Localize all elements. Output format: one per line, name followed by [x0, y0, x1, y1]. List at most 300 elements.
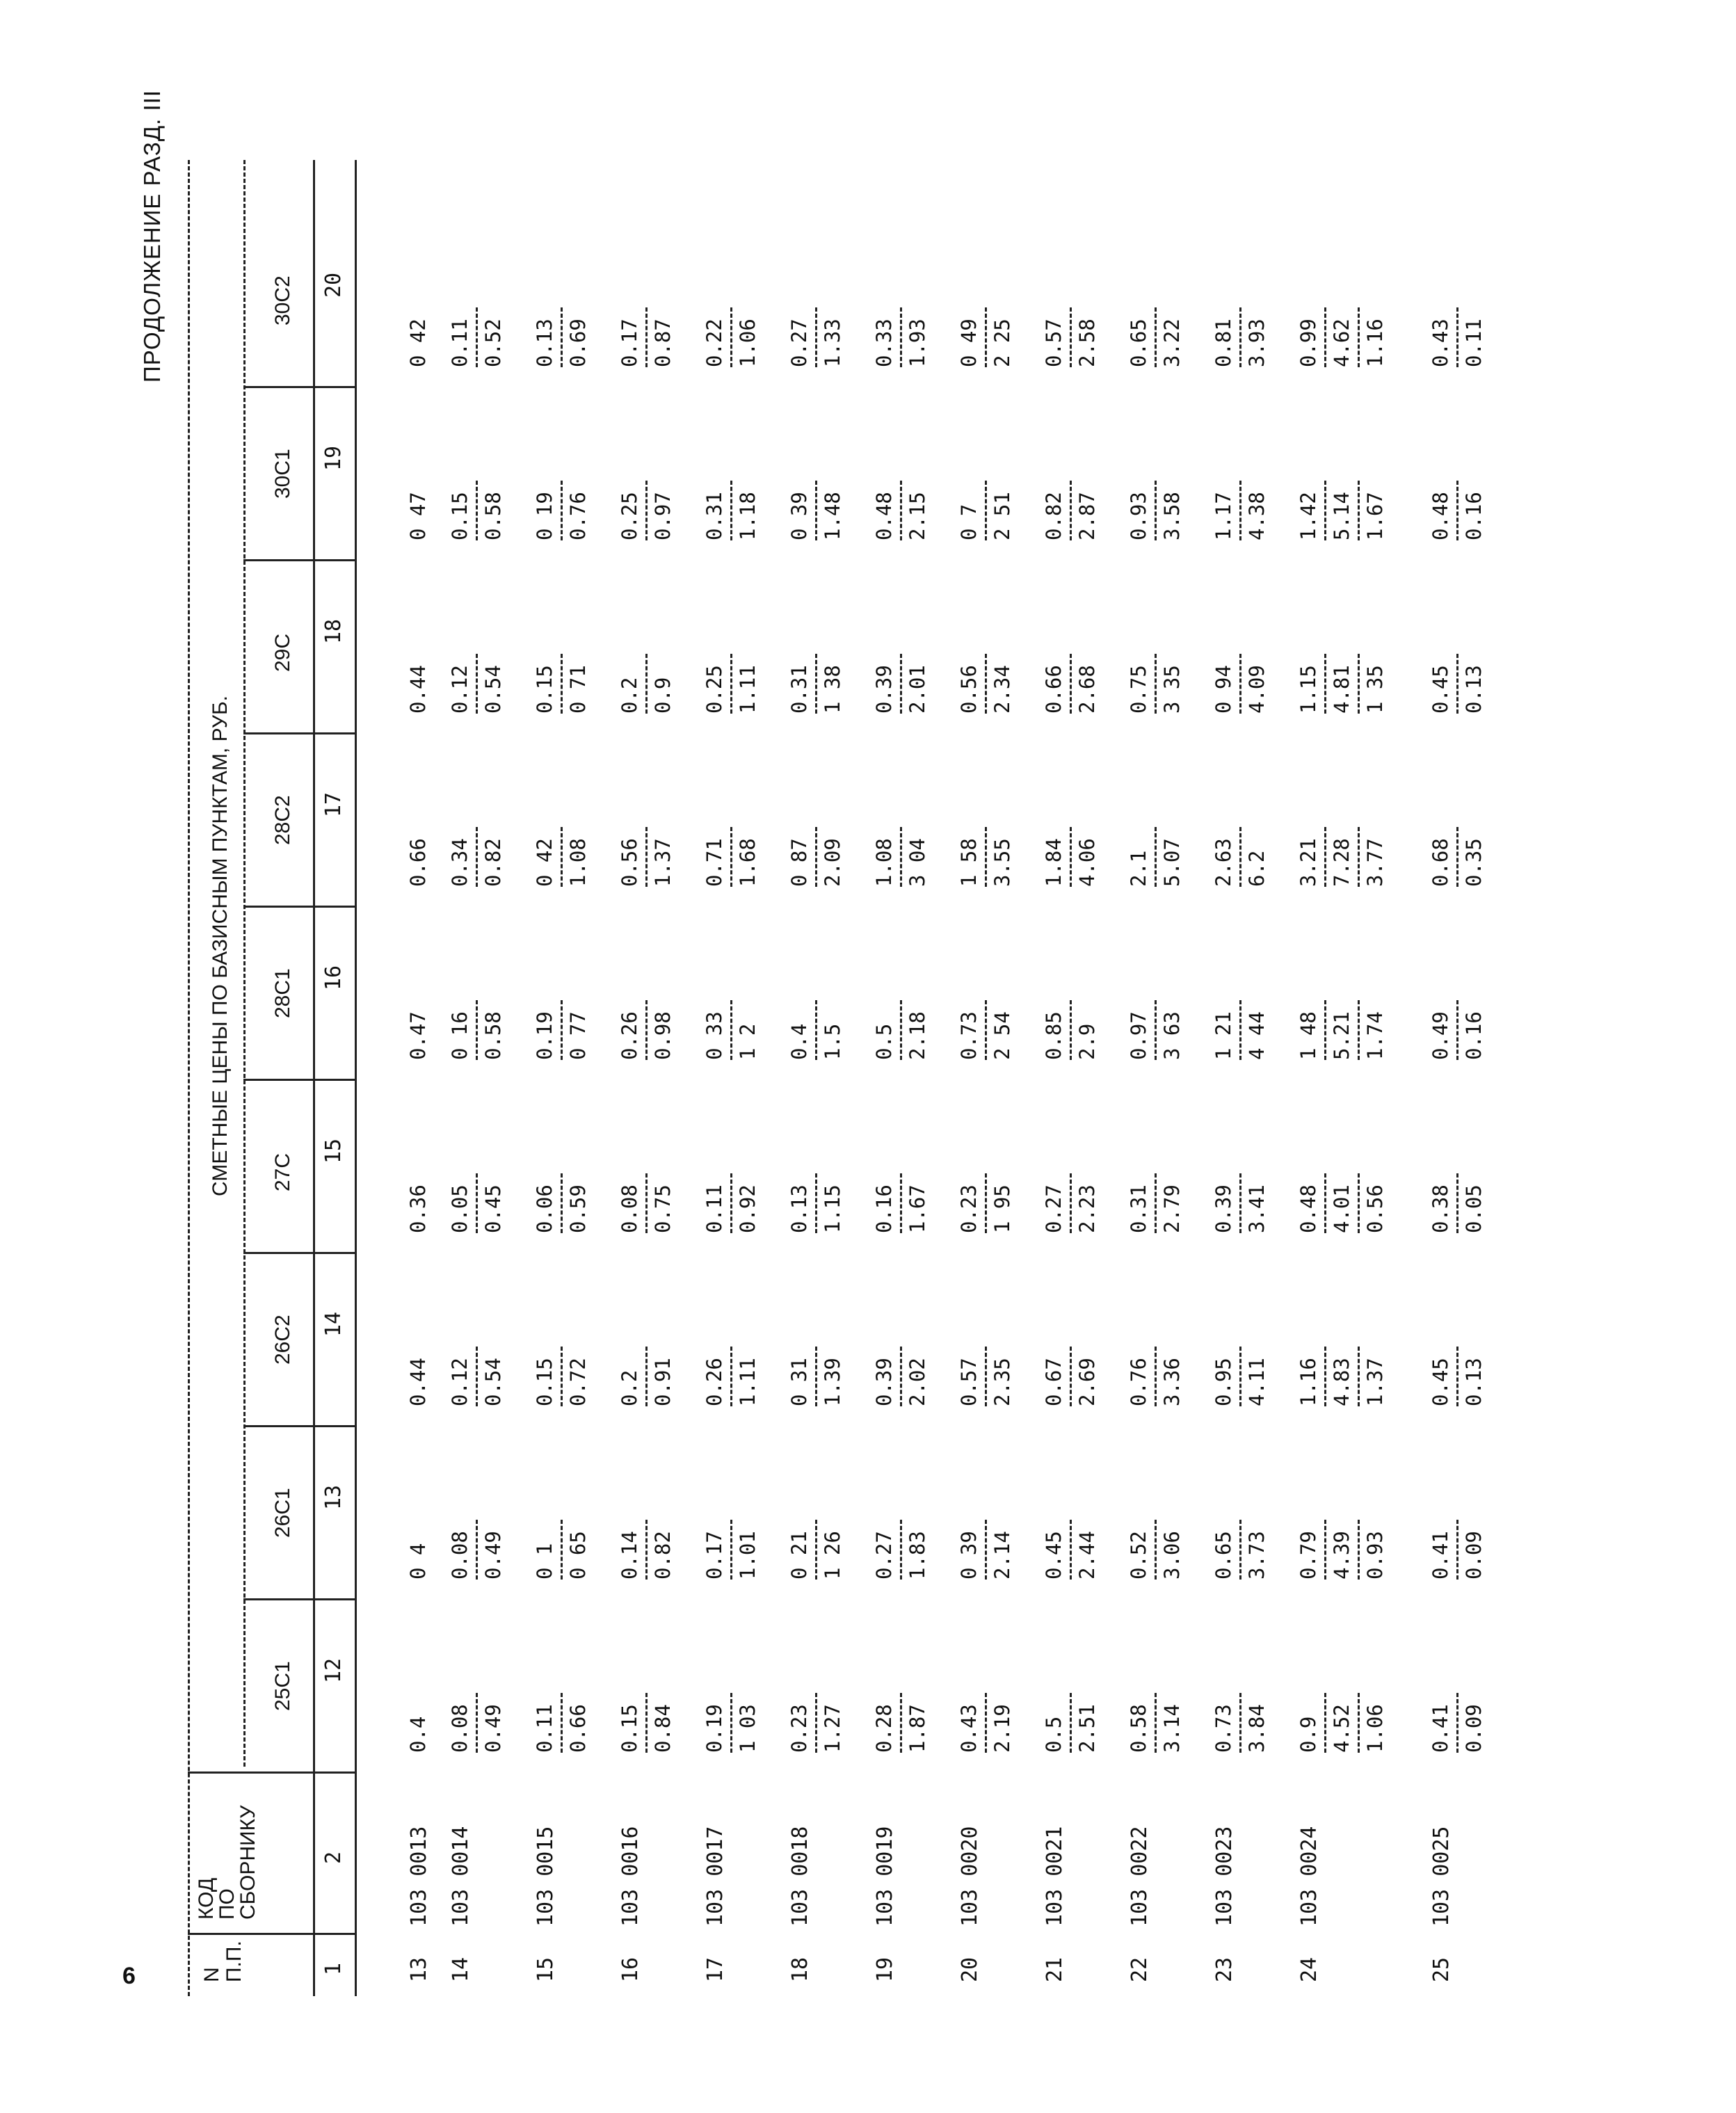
price-value: 0.11	[1462, 319, 1486, 367]
price-cell	[703, 817, 760, 887]
price-cell	[407, 644, 430, 714]
price-cell	[1212, 471, 1269, 540]
value-separator	[561, 1693, 563, 1753]
price-cell	[533, 1164, 590, 1233]
price-value: 0 31	[787, 1358, 811, 1406]
price-cell	[1297, 471, 1387, 540]
price-cell	[449, 817, 505, 887]
price-value: 0.9	[1296, 1716, 1320, 1753]
price-value: 0.71	[702, 838, 726, 887]
price-value: 1.18	[736, 492, 760, 540]
price-cell	[958, 990, 1014, 1060]
price-value: 0.72	[566, 1358, 590, 1406]
value-separator	[815, 1520, 817, 1580]
price-cell	[1429, 1337, 1486, 1406]
price-value: 0.9	[651, 677, 675, 714]
value-separator	[730, 481, 732, 540]
price-value: 0.31	[787, 665, 811, 714]
price-cell	[1043, 471, 1099, 540]
price-cell	[407, 1683, 430, 1753]
price-value: 0.54	[481, 1358, 505, 1406]
price-cell	[1043, 1164, 1099, 1233]
value-separator	[1155, 307, 1157, 367]
price-value: 7.28	[1330, 838, 1353, 887]
value-separator	[1155, 1000, 1157, 1060]
price-value: 1.01	[736, 1531, 760, 1580]
value-separator	[561, 654, 563, 714]
price-value: 0.19	[533, 1011, 556, 1060]
row-number: 16	[618, 1957, 643, 1982]
row-number: 13	[407, 1957, 431, 1982]
price-value: 0.97	[651, 492, 675, 540]
price-cell	[1212, 1683, 1269, 1753]
price-cell	[1429, 817, 1486, 887]
price-cell	[958, 817, 1014, 887]
price-value: 2.02	[906, 1358, 929, 1406]
price-value: 4.06	[1075, 838, 1099, 887]
price-cell	[1429, 644, 1486, 714]
price-value: 1 58	[957, 838, 981, 887]
price-value: 0.79	[1296, 1531, 1320, 1580]
price-cell	[1043, 1683, 1099, 1753]
price-value: 1.87	[906, 1704, 929, 1753]
price-cell	[1127, 1683, 1184, 1753]
row-code: 103 0016	[618, 1826, 643, 1927]
price-value: 0.52	[481, 319, 505, 367]
row-code: 103 0025	[1429, 1826, 1454, 1927]
price-value: 0.76	[566, 492, 590, 540]
price-value: 1 48	[1296, 1011, 1320, 1060]
price-value: 3.22	[1160, 319, 1184, 367]
price-cell	[703, 471, 760, 540]
value-separator	[985, 1520, 987, 1580]
price-cell	[1297, 1683, 1387, 1753]
value-separator	[1358, 827, 1360, 887]
price-value: 0 87	[787, 838, 811, 887]
price-value: 1.5	[821, 1023, 844, 1060]
price-value: 0.15	[618, 1704, 641, 1753]
value-separator	[1070, 307, 1072, 367]
price-cell	[618, 471, 675, 540]
row-number: 15	[533, 1957, 558, 1982]
price-cell	[618, 1164, 675, 1233]
value-separator	[1155, 481, 1157, 540]
price-value: 1 95	[990, 1184, 1014, 1233]
rotated-table-sheet	[139, 89, 1530, 1996]
price-value: 0.82	[651, 1531, 675, 1580]
price-value: 0.81	[1212, 319, 1235, 367]
price-value: 0.76	[1127, 1358, 1150, 1406]
column-number: 1	[321, 1962, 346, 1975]
value-separator	[1324, 481, 1326, 540]
price-value: 0.57	[957, 1358, 981, 1406]
row-number: 24	[1297, 1957, 1321, 1982]
price-value: 0.48	[1429, 492, 1452, 540]
price-value: 1.08	[872, 838, 896, 887]
row-code: 103 0015	[533, 1826, 558, 1927]
price-cell	[788, 298, 844, 367]
price-value: 0.08	[448, 1531, 472, 1580]
price-value: 0.26	[618, 1011, 641, 1060]
value-separator	[1155, 1520, 1157, 1580]
price-cell	[1043, 298, 1099, 367]
price-value: 2.15	[906, 492, 929, 540]
header-price-column: 30С2	[271, 275, 294, 326]
price-value: 0.4	[406, 1716, 430, 1753]
value-separator	[900, 1520, 902, 1580]
price-value: 2.44	[1075, 1531, 1099, 1580]
continuation-title: ПРОДОЛЖЕНИЕ РАЗД. III	[139, 89, 165, 383]
value-separator	[815, 1173, 817, 1233]
price-value: 1.15	[1296, 665, 1320, 714]
price-value: 1 21	[1212, 1011, 1235, 1060]
column-divider-tick	[188, 1933, 355, 1935]
price-cell	[449, 1164, 505, 1233]
price-value: 0 65	[566, 1531, 590, 1580]
column-number: 14	[321, 1311, 346, 1337]
value-separator	[1239, 481, 1241, 540]
header-code-label: СБОРНИКУ	[236, 1805, 259, 1920]
value-separator	[1456, 654, 1458, 714]
price-value: 4.62	[1330, 319, 1353, 367]
price-cell	[703, 644, 760, 714]
value-separator	[645, 1520, 648, 1580]
value-separator	[1324, 1347, 1326, 1406]
price-value: 1.11	[736, 1358, 760, 1406]
price-value: 0.85	[1042, 1011, 1066, 1060]
header-number-label: П.П.	[223, 1941, 246, 1982]
price-value: 0.82	[1042, 492, 1066, 540]
column-divider-tick	[243, 1079, 355, 1081]
price-value: 0.34	[448, 838, 472, 887]
price-cell	[449, 990, 505, 1060]
price-value: 0.45	[481, 1184, 505, 1233]
row-code: 103 0018	[788, 1826, 812, 1927]
column-number: 17	[321, 792, 346, 817]
price-value: 0 21	[787, 1531, 811, 1580]
row-number: 17	[703, 1957, 728, 1982]
price-value: 0.68	[1429, 838, 1452, 887]
column-number: 18	[321, 618, 346, 644]
value-separator	[985, 827, 987, 887]
price-cell	[873, 1164, 929, 1233]
value-separator	[1239, 1520, 1241, 1580]
value-separator	[900, 654, 902, 714]
price-value: 2 25	[990, 319, 1014, 367]
value-separator	[985, 307, 987, 367]
price-value: 0.58	[481, 1011, 505, 1060]
price-value: 0.5	[872, 1023, 896, 1060]
price-value: 1.84	[1042, 838, 1066, 887]
value-separator	[476, 1000, 478, 1060]
price-value: 1.33	[821, 319, 844, 367]
value-separator	[1070, 1347, 1072, 1406]
value-separator	[1070, 481, 1072, 540]
price-value: 4.81	[1330, 665, 1353, 714]
column-divider-tick	[243, 386, 355, 388]
price-cell	[533, 990, 590, 1060]
price-value: 4.39	[1330, 1531, 1353, 1580]
price-value: 2.34	[990, 665, 1014, 714]
value-separator	[561, 1000, 563, 1060]
price-cell	[1212, 1510, 1269, 1580]
value-separator	[1324, 1173, 1326, 1233]
price-value: 0 42	[406, 319, 430, 367]
value-separator	[1456, 1693, 1458, 1753]
column-number: 19	[321, 445, 346, 471]
price-value: 0.41	[1429, 1704, 1452, 1753]
row-code: 103 0022	[1127, 1826, 1152, 1927]
price-value: 0.67	[1042, 1358, 1066, 1406]
price-value: 1 26	[821, 1531, 844, 1580]
price-value: 0.59	[566, 1184, 590, 1233]
price-value: 0.15	[448, 492, 472, 540]
price-value: 3.14	[1160, 1704, 1184, 1753]
price-value: 0.25	[618, 492, 641, 540]
price-cell	[1043, 990, 1099, 1060]
price-value: 0.58	[481, 492, 505, 540]
column-divider-tick	[243, 732, 355, 734]
page-number: 6	[122, 1963, 136, 1989]
price-value: 1.42	[1296, 492, 1320, 540]
price-value: 0.17	[702, 1531, 726, 1580]
value-separator	[1239, 1173, 1241, 1233]
header-price-column: 29С	[271, 633, 294, 672]
header-price-column: 26С1	[271, 1488, 294, 1538]
price-cell	[533, 298, 590, 367]
header-code-label: ПО	[216, 1888, 239, 1920]
price-value: 0 71	[566, 665, 590, 714]
price-cell	[873, 1683, 929, 1753]
price-cell	[407, 298, 430, 367]
value-separator	[561, 1347, 563, 1406]
price-value: 0.05	[448, 1184, 472, 1233]
price-value: 3.41	[1245, 1184, 1269, 1233]
price-value: 0.23	[787, 1704, 811, 1753]
price-value: 0.35	[1462, 838, 1486, 887]
value-separator	[1358, 307, 1360, 367]
price-value: 0.73	[957, 1011, 981, 1060]
price-value: 0.31	[1127, 1184, 1150, 1233]
price-value: 0.65	[1127, 319, 1150, 367]
price-value: 0.09	[1462, 1704, 1486, 1753]
price-value: 0.06	[533, 1184, 556, 1233]
price-cell	[533, 644, 590, 714]
value-separator	[1358, 481, 1360, 540]
value-separator	[1239, 1693, 1241, 1753]
price-cell	[1297, 1164, 1387, 1233]
value-separator	[476, 1347, 478, 1406]
header-price-column: 25С1	[271, 1661, 294, 1711]
value-separator	[1324, 827, 1326, 887]
price-cell	[1429, 1510, 1486, 1580]
price-value: 2.58	[1075, 319, 1099, 367]
value-separator	[561, 827, 563, 887]
price-value: 0.47	[406, 1011, 430, 1060]
price-value: 0.75	[1127, 665, 1150, 714]
price-value: 2 51	[990, 492, 1014, 540]
value-separator	[1358, 1347, 1360, 1406]
price-value: 0.39	[872, 1358, 896, 1406]
price-cell	[1212, 1337, 1269, 1406]
price-value: 0 39	[787, 492, 811, 540]
price-value: 2.69	[1075, 1358, 1099, 1406]
price-value: 1.39	[821, 1358, 844, 1406]
price-value: 0 49	[957, 319, 981, 367]
price-value: 0.95	[1212, 1358, 1235, 1406]
value-separator	[1070, 654, 1072, 714]
price-value: 0.16	[872, 1184, 896, 1233]
group-header-rule	[243, 160, 246, 1767]
price-value: 3.55	[990, 838, 1014, 887]
value-separator	[1155, 1693, 1157, 1753]
price-value: 2.19	[990, 1704, 1014, 1753]
price-cell	[449, 1683, 505, 1753]
value-separator	[1239, 654, 1241, 714]
price-cell	[618, 1337, 675, 1406]
price-value: 0.16	[1462, 1011, 1486, 1060]
price-value: 0 39	[957, 1531, 981, 1580]
price-cell	[449, 644, 505, 714]
price-value: 3.93	[1245, 319, 1269, 367]
price-value: 0 47	[406, 492, 430, 540]
value-separator	[561, 481, 563, 540]
value-separator	[730, 1520, 732, 1580]
price-value: 0.49	[481, 1704, 505, 1753]
price-value: 0.82	[481, 838, 505, 887]
price-value: 0.45	[1042, 1531, 1066, 1580]
price-value: 0.23	[957, 1184, 981, 1233]
price-value: 1.06	[1363, 1704, 1387, 1753]
value-separator	[815, 1000, 817, 1060]
value-separator	[1324, 654, 1326, 714]
price-value: 6.2	[1245, 850, 1269, 887]
value-separator	[730, 1693, 732, 1753]
price-cell	[1429, 990, 1486, 1060]
row-code: 103 0021	[1043, 1826, 1067, 1927]
price-value: 0.98	[651, 1011, 675, 1060]
price-value: 1 38	[821, 665, 844, 714]
price-value: 1.68	[736, 838, 760, 887]
price-cell	[1127, 644, 1184, 714]
price-cell	[703, 1683, 760, 1753]
value-separator	[1239, 1347, 1241, 1406]
value-separator	[985, 1173, 987, 1233]
price-cell	[618, 817, 675, 887]
row-code: 103 0013	[407, 1826, 431, 1927]
price-cell	[1212, 644, 1269, 714]
price-value: 0.44	[406, 665, 430, 714]
row-number: 20	[958, 1957, 982, 1982]
price-value: 3.36	[1160, 1358, 1184, 1406]
price-cell	[1127, 298, 1184, 367]
value-separator	[1456, 1000, 1458, 1060]
price-value: 0.39	[872, 665, 896, 714]
price-value: 3.77	[1363, 838, 1387, 887]
price-cell	[449, 1510, 505, 1580]
value-separator	[476, 654, 478, 714]
price-value: 1.37	[1363, 1358, 1387, 1406]
price-value: 0.2	[618, 677, 641, 714]
header-price-column: 28С1	[271, 968, 294, 1018]
price-cell	[703, 1164, 760, 1233]
price-cell	[1429, 1164, 1486, 1233]
value-separator	[815, 827, 817, 887]
value-separator	[730, 307, 732, 367]
price-cell	[1212, 990, 1269, 1060]
price-value: 2.87	[1075, 492, 1099, 540]
price-cell	[788, 644, 844, 714]
table-top-rule	[188, 160, 190, 1996]
price-cell	[1297, 1337, 1387, 1406]
row-number: 21	[1043, 1957, 1067, 1982]
value-separator	[1358, 1000, 1360, 1060]
price-cell	[1127, 990, 1184, 1060]
price-value: 1.93	[906, 319, 929, 367]
value-separator	[900, 827, 902, 887]
value-separator	[1070, 1520, 1072, 1580]
price-cell	[1043, 1510, 1099, 1580]
value-separator	[985, 1347, 987, 1406]
price-value: 0.58	[1127, 1704, 1150, 1753]
value-separator	[645, 827, 648, 887]
price-value: 3.21	[1296, 838, 1320, 887]
price-value: 0.52	[1127, 1531, 1150, 1580]
value-separator	[815, 481, 817, 540]
value-separator	[1456, 827, 1458, 887]
value-separator	[730, 1000, 732, 1060]
value-separator	[985, 1693, 987, 1753]
price-value: 1.17	[1212, 492, 1235, 540]
price-cell	[1297, 644, 1387, 714]
price-value: 0.43	[1429, 319, 1452, 367]
price-value: 0 19	[533, 492, 556, 540]
price-value: 0.56	[957, 665, 981, 714]
price-cell	[618, 298, 675, 367]
price-value: 0.36	[406, 1184, 430, 1233]
price-value: 0.12	[448, 665, 472, 714]
value-separator	[1239, 307, 1241, 367]
price-value: 0.87	[651, 319, 675, 367]
price-cell	[788, 1164, 844, 1233]
price-value: 1.83	[906, 1531, 929, 1580]
price-value: 3.06	[1160, 1531, 1184, 1580]
colnum-bottom-rule	[355, 160, 357, 1996]
price-value: 0.41	[1429, 1531, 1452, 1580]
value-separator	[645, 1000, 648, 1060]
price-cell	[958, 298, 1014, 367]
price-value: 5.21	[1330, 1011, 1353, 1060]
price-cell	[958, 1510, 1014, 1580]
value-separator	[815, 307, 817, 367]
price-value: 5.07	[1160, 838, 1184, 887]
price-value: 0.54	[481, 665, 505, 714]
price-cell	[873, 298, 929, 367]
price-cell	[788, 1510, 844, 1580]
price-cell	[1297, 817, 1387, 887]
value-separator	[1456, 1347, 1458, 1406]
price-value: 0.93	[1127, 492, 1150, 540]
value-separator	[1324, 307, 1326, 367]
price-value: 4.38	[1245, 492, 1269, 540]
price-cell	[533, 471, 590, 540]
price-value: 0.17	[618, 319, 641, 367]
price-value: 0.49	[481, 1531, 505, 1580]
value-separator	[476, 307, 478, 367]
price-value: 0.56	[1363, 1184, 1387, 1233]
row-code: 103 0024	[1297, 1826, 1321, 1927]
price-cell	[618, 990, 675, 1060]
